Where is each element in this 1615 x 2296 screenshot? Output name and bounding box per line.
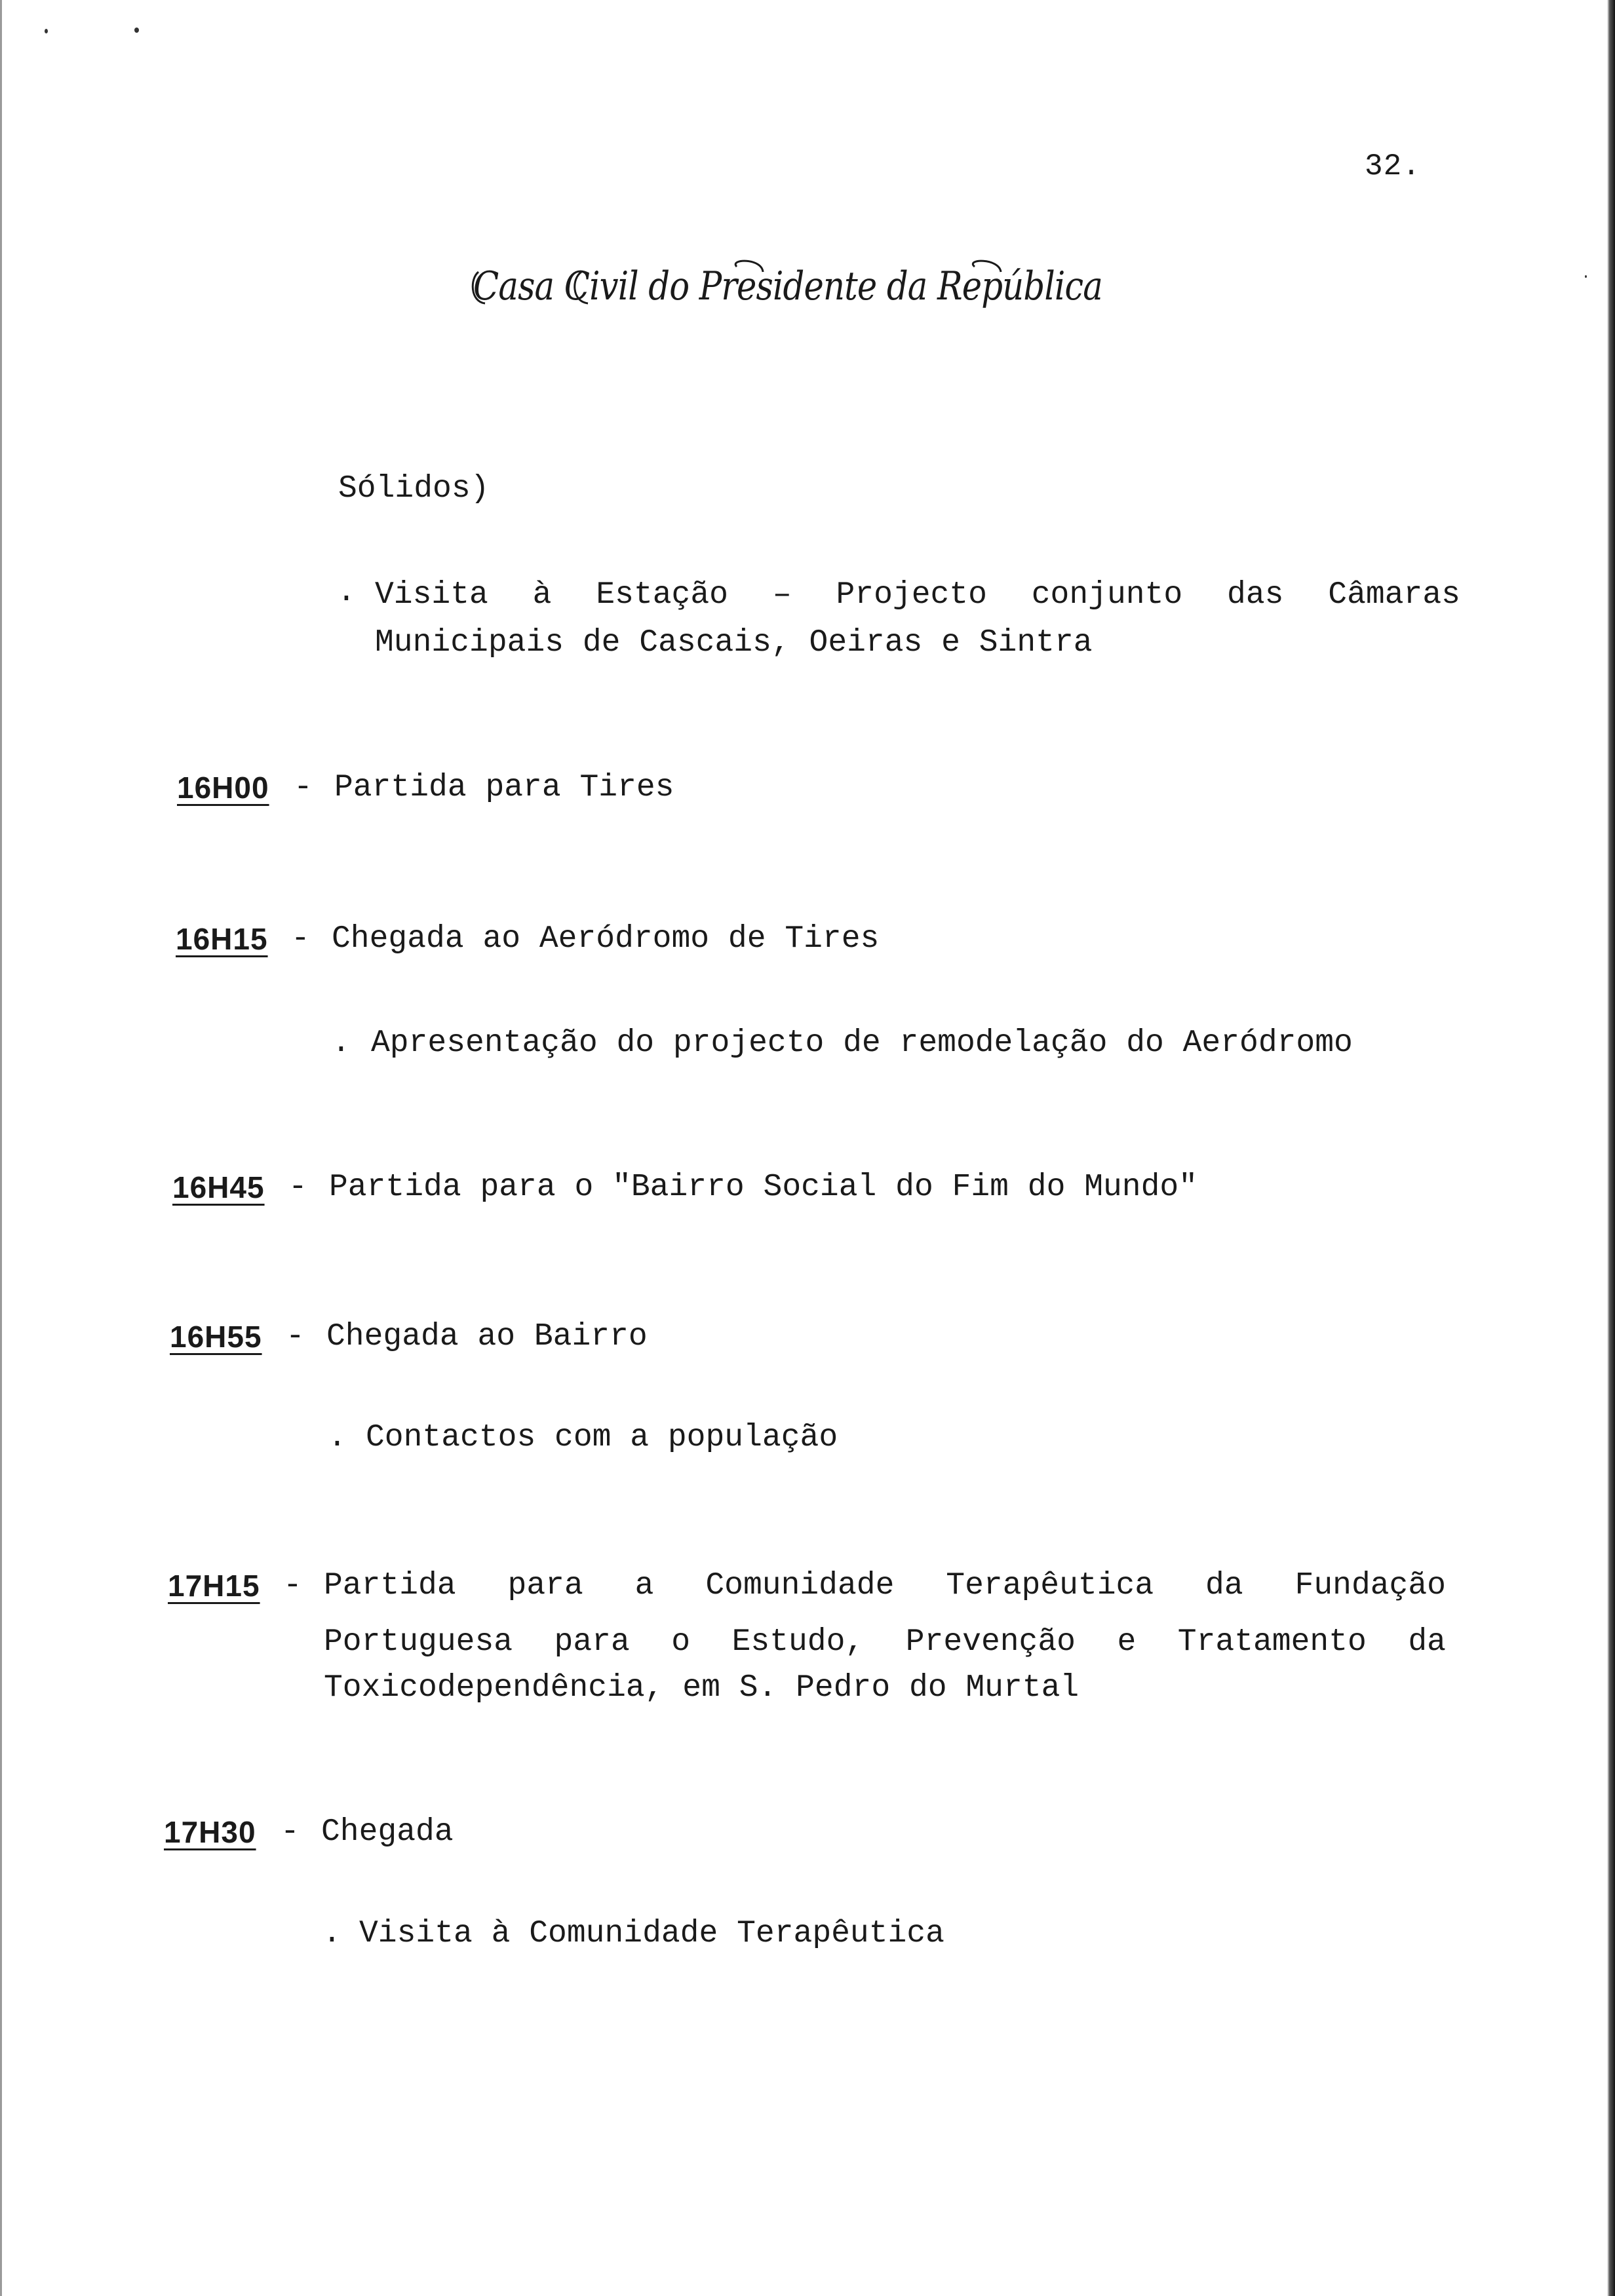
schedule-time: 16H15 xyxy=(176,922,268,956)
schedule-dash: - xyxy=(281,1814,300,1850)
visit-station-line1 xyxy=(375,571,1460,619)
word: Terapêutica xyxy=(946,1568,1154,1603)
scan-speck xyxy=(134,28,139,33)
schedule-subitem: Apresentação do projecto de remodelação do Aeródromo xyxy=(371,1025,1353,1061)
schedule-text-line2 xyxy=(324,1618,1446,1666)
word: conjunto xyxy=(1031,577,1183,613)
page-number: 32. xyxy=(1365,149,1421,183)
word: Partida xyxy=(324,1568,456,1603)
schedule-time: 16H00 xyxy=(177,771,269,805)
schedule-dash: - xyxy=(291,921,310,957)
bullet-marker: . xyxy=(322,1916,341,1951)
schedule-subitem: Visita à Comunidade Terapêutica xyxy=(359,1916,944,1951)
schedule-text-line1 xyxy=(324,1562,1446,1609)
word: Câmaras xyxy=(1328,577,1460,613)
scan-speck xyxy=(45,29,48,33)
schedule-time: 16H45 xyxy=(172,1170,265,1204)
word: para xyxy=(554,1624,630,1660)
schedule-dash: - xyxy=(283,1568,302,1603)
word: Visita xyxy=(375,577,488,613)
schedule-text: Partida para Tires xyxy=(334,770,674,805)
word: Prevenção xyxy=(905,1624,1076,1660)
schedule-time: 17H30 xyxy=(164,1815,256,1849)
bullet-marker: . xyxy=(328,1420,347,1455)
word: da xyxy=(1408,1624,1446,1660)
word: da xyxy=(1205,1568,1243,1603)
word: o xyxy=(671,1624,691,1660)
schedule-dash: - xyxy=(288,1170,307,1205)
bullet-marker: . xyxy=(337,575,356,610)
continuation-text: Sólidos) xyxy=(338,471,490,507)
schedule-time: 16H55 xyxy=(170,1320,262,1354)
schedule-text: Chegada xyxy=(321,1814,454,1850)
schedule-dash: - xyxy=(286,1319,305,1354)
letterhead-logo xyxy=(467,252,1109,318)
word: – xyxy=(772,577,792,613)
word: das xyxy=(1227,577,1284,613)
word: Estação xyxy=(596,577,728,613)
bullet-marker: . xyxy=(332,1025,351,1061)
scan-edge-right xyxy=(1607,0,1615,2296)
word: Fundação xyxy=(1294,1568,1446,1603)
schedule-text: Chegada ao Aeródromo de Tires xyxy=(332,921,880,957)
word: Projecto xyxy=(836,577,987,613)
scan-speck xyxy=(1585,275,1587,278)
schedule-text: Partida para o "Bairro Social do Fim do Mundo" xyxy=(329,1170,1198,1205)
word: a xyxy=(634,1568,654,1603)
schedule-text-line3: Toxicodependência, em S. Pedro do Murtal xyxy=(324,1670,1080,1706)
schedule-subitem: Contactos com a população xyxy=(366,1420,838,1455)
schedule-text: Chegada ao Bairro xyxy=(326,1319,648,1354)
word: Portuguesa xyxy=(324,1624,513,1660)
schedule-dash: - xyxy=(294,770,313,805)
word: à xyxy=(532,577,552,613)
word: Estudo, xyxy=(731,1624,865,1660)
scan-edge-left xyxy=(0,0,2,2296)
word: Tratamento xyxy=(1177,1624,1367,1660)
word: para xyxy=(507,1568,583,1603)
schedule-time: 17H15 xyxy=(168,1569,260,1603)
word: Comunidade xyxy=(705,1568,895,1603)
svg-text:Casa Civil do Presidente da Re: Casa Civil do Presidente da República xyxy=(473,263,1102,309)
visit-station-line2: Municipais de Cascais, Oeiras e Sintra xyxy=(375,625,1093,660)
word: e xyxy=(1117,1624,1137,1660)
